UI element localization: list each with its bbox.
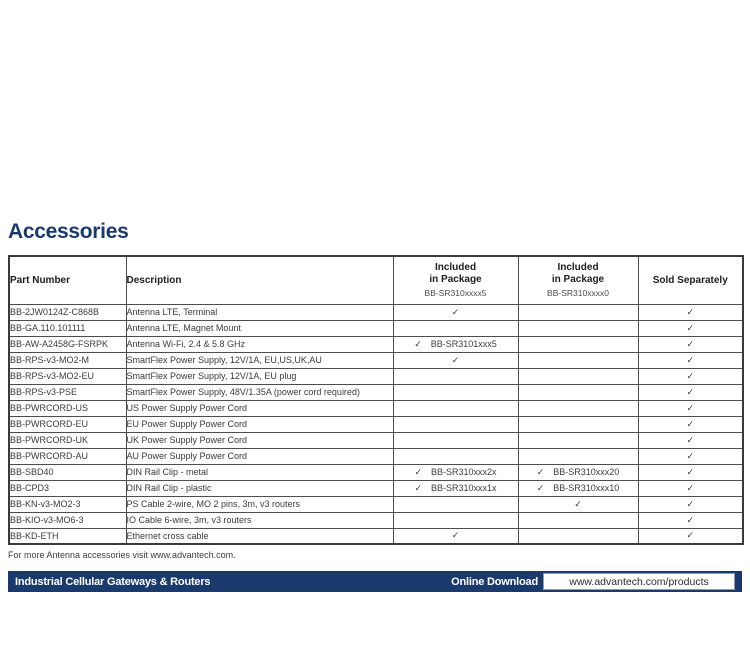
included-pkg5-cell xyxy=(393,432,518,448)
check-icon: ✓ xyxy=(686,306,695,317)
header-line: in Package xyxy=(551,273,605,285)
included-pkg5-cell xyxy=(393,464,518,480)
included-pkg5-cell xyxy=(393,368,518,384)
page-title: Accessories xyxy=(8,220,129,243)
included-pkg5-cell xyxy=(393,480,518,496)
header-model-sublabel: BB-SR310xxxx0 xyxy=(547,287,609,298)
column-header-sold-separately: Sold Separately xyxy=(638,256,743,304)
sold-separately-cell xyxy=(638,464,743,480)
sold-separately-cell xyxy=(638,480,743,496)
part-number-cell: BB-SBD40 xyxy=(9,464,126,480)
download-url-link[interactable]: www.advantech.com/products xyxy=(543,573,735,590)
sold-separately-cell xyxy=(638,448,743,464)
sold-separately-cell xyxy=(638,416,743,432)
included-pkg5-cell xyxy=(393,496,518,512)
sold-separately-cell xyxy=(638,528,743,544)
table-row xyxy=(9,512,743,528)
part-number-cell: BB-PWRCORD-UK xyxy=(9,432,126,448)
description-cell: IO Cable 6-wire, 3m, v3 routers xyxy=(126,512,393,528)
check-icon: ✓ xyxy=(414,338,422,349)
description-cell: Antenna LTE, Magnet Mount xyxy=(126,320,393,336)
part-number-cell: BB-PWRCORD-AU xyxy=(9,448,126,464)
table-row xyxy=(9,352,743,368)
included-pkg5-cell xyxy=(393,352,518,368)
description-cell: Antenna Wi-Fi, 2.4 & 5.8 GHz xyxy=(126,336,393,352)
included-pkg0-cell xyxy=(518,448,638,464)
check-icon: ✓ xyxy=(574,498,582,509)
included-pkg5-cell xyxy=(393,528,518,544)
check-icon: ✓ xyxy=(686,482,695,493)
header-line: Included xyxy=(557,261,599,273)
description-cell: DIN Rail Clip - plastic xyxy=(126,480,393,496)
included-pkg0-cell xyxy=(518,400,638,416)
part-number-cell: BB-KN-v3-MO2-3 xyxy=(9,496,126,512)
table-row xyxy=(9,304,743,320)
check-icon: ✓ xyxy=(536,466,545,477)
column-header-part-number: Part Number xyxy=(9,256,126,304)
included-pkg5-cell xyxy=(393,448,518,464)
column-header-description: Description xyxy=(126,256,393,304)
part-number-cell: BB-KIO-v3-MO6-3 xyxy=(9,512,126,528)
included-pkg5-cell xyxy=(393,384,518,400)
part-number-cell: BB-PWRCORD-US xyxy=(9,400,126,416)
included-pkg0-cell xyxy=(518,320,638,336)
table-row xyxy=(9,464,743,480)
description-cell: UK Power Supply Power Cord xyxy=(126,432,393,448)
included-pkg0-cell xyxy=(518,352,638,368)
table-row xyxy=(9,496,743,512)
sold-separately-cell xyxy=(638,352,743,368)
part-number-cell: BB-RPS-v3-PSE xyxy=(9,384,126,400)
table-row xyxy=(9,528,743,544)
table-row xyxy=(9,480,743,496)
package-variant-label: BB-SR310xxx20 xyxy=(553,466,620,477)
description-cell: AU Power Supply Power Cord xyxy=(126,448,393,464)
sold-separately-cell xyxy=(638,336,743,352)
accessories-table-body xyxy=(9,304,743,544)
table-row xyxy=(9,320,743,336)
accessories-table-wrap xyxy=(8,255,742,545)
description-cell: SmartFlex Power Supply, 12V/1A, EU,US,UK,AU xyxy=(126,352,393,368)
table-row xyxy=(9,368,743,384)
included-pkg5-cell xyxy=(393,416,518,432)
sold-separately-cell xyxy=(638,512,743,528)
included-pkg0-cell xyxy=(518,384,638,400)
check-icon: ✓ xyxy=(686,370,695,381)
sold-separately-cell xyxy=(638,400,743,416)
description-cell: Ethernet cross cable xyxy=(126,528,393,544)
check-icon: ✓ xyxy=(686,434,695,445)
included-pkg0-cell xyxy=(518,432,638,448)
check-icon: ✓ xyxy=(686,450,695,461)
check-icon: ✓ xyxy=(686,418,695,429)
table-row xyxy=(9,432,743,448)
description-cell: US Power Supply Power Cord xyxy=(126,400,393,416)
table-row xyxy=(9,384,743,400)
included-pkg5-cell xyxy=(393,336,518,352)
check-icon: ✓ xyxy=(686,514,695,525)
package-variant-label: BB-SR310xxx2x xyxy=(431,466,497,477)
sold-separately-cell xyxy=(638,496,743,512)
part-number-cell: BB-PWRCORD-EU xyxy=(9,416,126,432)
included-pkg5-cell xyxy=(393,320,518,336)
check-icon: ✓ xyxy=(686,354,695,365)
check-icon: ✓ xyxy=(686,466,695,477)
check-icon: ✓ xyxy=(451,354,460,365)
check-icon: ✓ xyxy=(536,482,545,493)
table-row xyxy=(9,336,743,352)
part-number-cell: BB-RPS-v3-MO2-EU xyxy=(9,368,126,384)
check-icon: ✓ xyxy=(686,530,695,541)
included-pkg5-cell xyxy=(393,304,518,320)
included-pkg0-cell xyxy=(518,304,638,320)
included-pkg0-cell xyxy=(518,336,638,352)
included-pkg5-cell xyxy=(393,512,518,528)
sold-separately-cell xyxy=(638,384,743,400)
header-model-sublabel: BB-SR310xxxx5 xyxy=(424,287,487,298)
included-pkg0-cell xyxy=(518,496,638,512)
table-row xyxy=(9,400,743,416)
check-icon: ✓ xyxy=(414,466,422,477)
description-cell: PS Cable 2-wire, MO 2 pins, 3m, v3 routers xyxy=(126,496,393,512)
included-pkg0-cell xyxy=(518,512,638,528)
part-number-cell: BB-GA.110.101111 xyxy=(9,320,126,336)
header-line: Included xyxy=(434,261,477,273)
header-line: in Package xyxy=(429,273,482,285)
description-cell: SmartFlex Power Supply, 12V/1A, EU plug xyxy=(126,368,393,384)
part-number-cell: BB-RPS-v3-MO2-M xyxy=(9,352,126,368)
description-cell: Antenna LTE, Terminal xyxy=(126,304,393,320)
table-row xyxy=(9,448,743,464)
sold-separately-cell xyxy=(638,368,743,384)
column-header-included-pkg0 xyxy=(518,256,638,304)
included-pkg0-cell xyxy=(518,480,638,496)
check-icon: ✓ xyxy=(686,322,695,333)
footer-bar xyxy=(8,571,742,592)
table-row xyxy=(9,416,743,432)
description-cell: SmartFlex Power Supply, 48V/1.35A (power cord required) xyxy=(126,384,393,400)
included-pkg0-cell xyxy=(518,464,638,480)
sold-separately-cell xyxy=(638,432,743,448)
column-header-included-pkg5 xyxy=(393,256,518,304)
included-pkg5-cell xyxy=(393,400,518,416)
check-icon: ✓ xyxy=(414,482,422,493)
sold-separately-cell xyxy=(638,304,743,320)
package-variant-label: BB-SR3101xxx5 xyxy=(430,338,497,349)
included-pkg0-cell xyxy=(518,416,638,432)
accessories-table xyxy=(8,255,744,545)
check-icon: ✓ xyxy=(686,338,695,349)
table-header-row xyxy=(9,256,743,304)
package-variant-label: BB-SR310xxx10 xyxy=(553,482,620,493)
check-icon: ✓ xyxy=(451,306,460,317)
description-cell: DIN Rail Clip - metal xyxy=(126,464,393,480)
check-icon: ✓ xyxy=(686,402,695,413)
sold-separately-cell xyxy=(638,320,743,336)
part-number-cell: BB-AW-A2458G-FSRPK xyxy=(9,336,126,352)
description-cell: EU Power Supply Power Cord xyxy=(126,416,393,432)
online-download-label: Online Download xyxy=(451,575,538,588)
check-icon: ✓ xyxy=(451,530,460,541)
part-number-cell: BB-2JW0124Z-C868B xyxy=(9,304,126,320)
antenna-accessories-note: For more Antenna accessories visit www.advantech.com. xyxy=(8,550,236,560)
footer-product-family-label: Industrial Cellular Gateways & Routers xyxy=(15,575,211,588)
included-pkg0-cell xyxy=(518,528,638,544)
part-number-cell: BB-KD-ETH xyxy=(9,528,126,544)
part-number-cell: BB-CPD3 xyxy=(9,480,126,496)
included-pkg0-cell xyxy=(518,368,638,384)
package-variant-label: BB-SR310xxx1x xyxy=(431,482,497,493)
check-icon: ✓ xyxy=(686,386,695,397)
check-icon: ✓ xyxy=(686,498,695,509)
